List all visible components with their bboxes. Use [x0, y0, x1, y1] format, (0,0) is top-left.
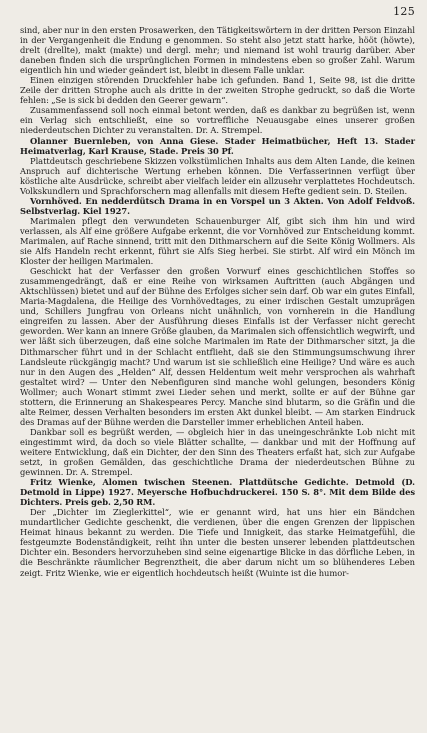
paragraph-8: Geschickt hat der Verfasser den großen Vorwurf eines geschichtlichen Stoffes so zusammengedrängt, daß er eine Reihe von wirksamen Auftritten (auch Abgängen und Aktschlüssen) bietet und auf der Bühne des Erfolges sicher sein darf. Ob war ein gutes Einfall, Maria-Magdalena, die Heilige des Vornhövedtages, zu einer irdischen Gestalt umzuprägen und, Schillers Jungfrau von Orleans nicht unähnlich, von vornherein in die Handlung eingreifen zu lassen. Aber der Ausführung dieses Einfalls ist der Verfasser nicht gerecht geworden. Wer kann an innere Größe glauben, da Marimalen sich offensichtlich wegwirft, und wer läßt sich überzeugen, daß eine solche Marimalen im Rate der Dithmarscher sitzt, ja die Dithmarscher führt und in der Schlacht entflieht, daß sie den Stimmungsumschwung ihrer Landsleute rückgängig macht? Und warum ist sie schließlich eine Heilige? Und wäre es auch nur in den Augen des „Helden“ Alf, dessen Heldentum weit mehr versprochen als wahrhaft gestaltet wird? — Unter den Nebenfiguren sind manche wohl gelungen, besonders König Wollmer; auch Wonart stimmt zwei Lieder sehen und merkt, sollte er auf der Bühne gar stottern, die Erinnerung an Shakespeares Percy. Manche sind blutarm, so die Gräfin und die alte Reimer, dessen Verhalten besonders im ersten Akt dunkel bleibt. — Am starken Eindruck des Dramas auf der Bühne werden die Darsteller immer erheblichen Anteil haben.	[20, 266, 415, 427]
paragraph-11: Der „Dichter im Zieglerkittel“, wie er genannt wird, hat uns hier ein Bändchen mundartlicher Gedichte geschenkt, die verdienen, über die engen Grenzen der lippischen Heimat hinaus bekannt zu werden. Die Tiefe und Innigkeit, das starke Heimatgefühl, die festgeumzte Bodenständigkeit, reiht ihn unter die besten unserer lebenden plattdeutschen Dichter ein. Besonders hervorzuheben sind seine eigenartige Blicke in das dörfliche Leben, in die Beschränkte räumlicher Begrenztheit, die aber darum nicht um so blühenderes Leben zeigt. Fritz Wienke, wie er eigentlich hochdeutsch heißt (Wuinte ist die humor-	[20, 507, 415, 578]
paragraph-3: Zusammenfassend soll noch einmal betont werden, daß es dankbar zu begrüßen ist, wenn ein Verlag sich entschließt, eine so vortreffliche Neuausgabe eines unserer großen niederdeutschen Dichter zu veranstalten. Dr. A. Strempel.	[20, 105, 415, 136]
review-heading-alomen-twischen-steenen: Fritz Wienke, Alomen twischen Steenen. Plattdütsche Gedichte. Detmold (D. Detmold in Lippe) 1927. Meyersche Hofbuchdruckerei. 150 S. 8°. Mit dem Bilde des Dichters. Preis geb. 2,50 RM.	[20, 477, 415, 508]
paragraph-1: sind, aber nur in den ersten Prosawerken, den Tätigkeitswörtern in der dritten Person Einzahl in der Vergangenheit die Endung e genommen. So steht also jetzt statt harke, hööt (höwte), drelt (drellte), makt (makte) und dergl. mehr; und niemand ist wohl traurig darüber. Aber daneben finden sich die ursprünglichen Formen in mindestens eben so großer Zahl. Warum eigentlich hin und wieder geändert ist, bleibt in diesem Falle unklar.	[20, 25, 415, 76]
paragraph-5: Plattdeutsch geschriebene Skizzen volkstümlichen Inhalts aus dem Alten Lande, die keinen Anspruch auf dichterische Wertung erheben können. Die Verfasserinnen verfügt über köstliche alte Ausdrücke, schreibt aber vielfach leider ein allzusehr verplattetes Hochdeutsch. Volkskundlern und Sprachforschern mag allenfalls mit diesem Hefte gedient sein. D. Steilen.	[20, 155, 415, 196]
paragraph-2: Einen einzigen störenden Druckfehler habe ich gefunden. Band 1, Seite 98, ist die dritte Zeile der dritten Strophe auch als dritte in der zweiten Strophe gedruckt, so daß die Worte fehlen: „Se is sick bi dedden den Geerer gewarn“.	[20, 75, 415, 106]
review-heading-olanner-buernleben: Olanner Buernleben, von Anna Giese. Stader Heimatbücher, Heft 13. Stader Heimatverlag, Karl Krause, Stade. Preis 30 Pf.	[20, 135, 415, 156]
paragraph-7: Marimalen pflegt den verwundeten Schauenburger Alf, gibt sich ihm hin und wird verlassen, als Alf eine größere Aufgabe erkennt, die vor Vornhöved zur Entscheidung kommt. Marimalen, auf Rache sinnend, tritt mit den Dithmarschern auf die Seite König Wollmers. Als sie Alfs Handeln recht erkennt, führt sie Alfs Sieg herbei. Sie stirbt. Alf wird ein Mönch im Kloster der heiligen Marimalen.	[20, 215, 415, 267]
review-heading-vornhoved: Vornhöved. En nedderdütsch Drama in en Vorspel un 3 Akten. Von Adolf Feldvoß. Selbstverlag. Kiel 1927.	[20, 195, 415, 216]
page-number: 125	[393, 5, 415, 18]
paragraph-9: Dankbar soll es begrüßt werden, — obgleich hier in das uneingeschränkte Lob nicht mit eingestimmt wird, da doch so viele Blätter schallte, — dankbar und mit der Hoffnung auf weitere Entwicklung, daß ein Dichter, der den Sinn des Theaters erfaßt hat, sich zur Aufgabe setzt, in großen Gemälden, das geschichtliche Drama der niederdeutschen Bühne zu gewinnen. Dr. A. Strempel.	[20, 426, 415, 478]
review-text-column	[20, 25, 415, 578]
